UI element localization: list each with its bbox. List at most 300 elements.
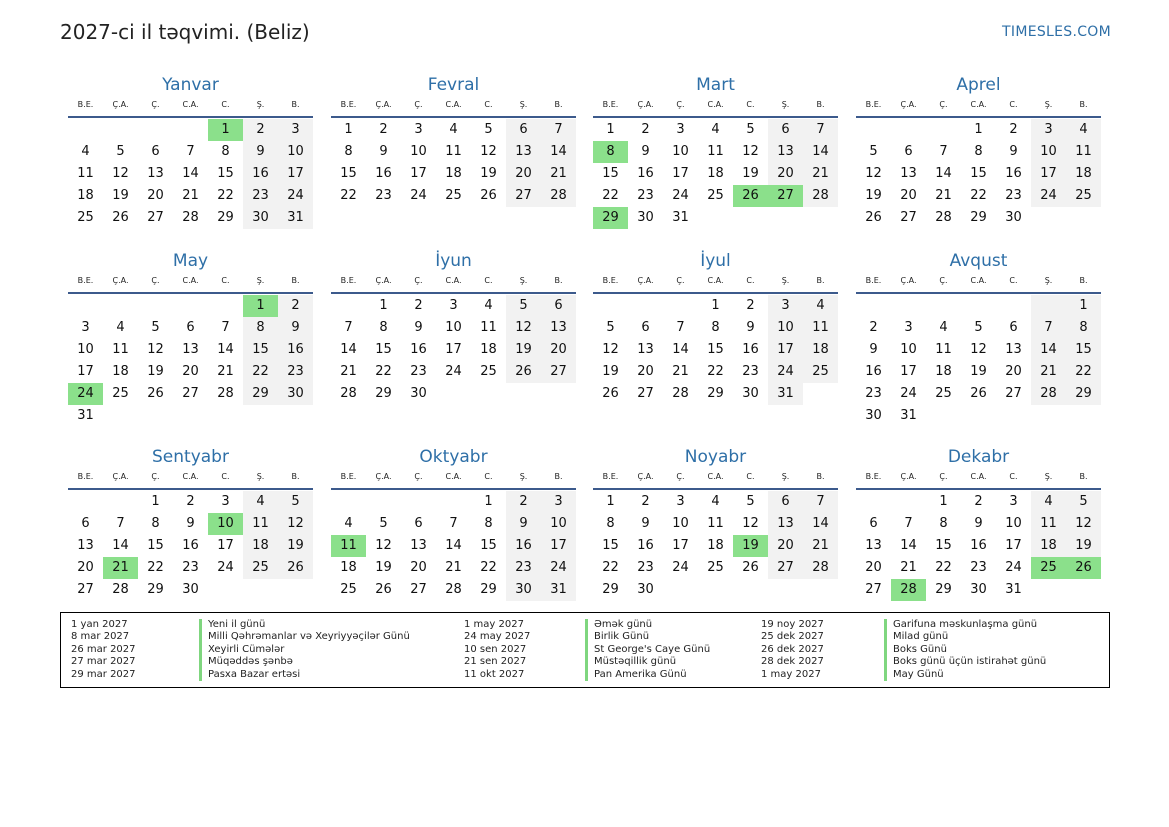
day-cell[interactable]: 26 (742, 560, 759, 575)
day-cell[interactable]: 21 (672, 364, 689, 379)
day-cell[interactable]: 18 (340, 560, 357, 575)
day-cell[interactable]: 19 (602, 364, 619, 379)
day-cell[interactable]: 4 (484, 298, 493, 313)
day-cell[interactable]: 8 (593, 141, 628, 163)
day-cell[interactable]: 3 (449, 298, 458, 313)
day-cell[interactable]: 2 (869, 320, 878, 335)
day-cell[interactable]: 13 (768, 513, 803, 535)
day-cell[interactable]: 2 (278, 295, 313, 317)
day-cell[interactable]: 26 (602, 386, 619, 401)
day-cell[interactable]: 18 (1031, 535, 1066, 557)
day-cell[interactable]: 1 (1066, 295, 1101, 317)
day-cell[interactable]: 25 (1031, 557, 1066, 579)
day-cell[interactable]: 4 (803, 295, 838, 317)
day-cell[interactable]: 3 (676, 122, 685, 137)
day-cell[interactable]: 24 (768, 361, 803, 383)
day-cell[interactable]: 16 (182, 538, 199, 553)
day-cell[interactable]: 1 (974, 122, 983, 137)
day-cell[interactable]: 19 (375, 560, 392, 575)
day-cell[interactable]: 23 (637, 188, 654, 203)
day-cell[interactable]: 13 (768, 141, 803, 163)
day-cell[interactable]: 16 (243, 163, 278, 185)
day-cell[interactable]: 14 (1031, 339, 1066, 361)
day-cell[interactable]: 11 (707, 144, 724, 159)
day-cell[interactable]: 26 (1066, 557, 1101, 579)
day-cell[interactable]: 28 (217, 386, 234, 401)
day-cell[interactable]: 30 (278, 383, 313, 405)
day-cell[interactable]: 4 (939, 320, 948, 335)
day-cell[interactable]: 15 (147, 538, 164, 553)
day-cell[interactable]: 8 (221, 144, 230, 159)
day-cell[interactable]: 13 (865, 538, 882, 553)
day-cell[interactable]: 29 (480, 582, 497, 597)
day-cell[interactable]: 28 (803, 557, 838, 579)
day-cell[interactable]: 18 (243, 535, 278, 557)
day-cell[interactable]: 2 (243, 119, 278, 141)
day-cell[interactable]: 31 (672, 210, 689, 225)
day-cell[interactable]: 15 (243, 339, 278, 361)
day-cell[interactable]: 31 (900, 408, 917, 423)
day-cell[interactable]: 7 (221, 320, 230, 335)
day-cell[interactable]: 28 (182, 210, 199, 225)
day-cell[interactable]: 12 (506, 317, 541, 339)
day-cell[interactable]: 25 (1066, 185, 1101, 207)
day-cell[interactable]: 28 (340, 386, 357, 401)
day-cell[interactable]: 24 (410, 188, 427, 203)
day-cell[interactable]: 21 (541, 163, 576, 185)
day-cell[interactable]: 3 (278, 119, 313, 141)
day-cell[interactable]: 14 (803, 141, 838, 163)
day-cell[interactable]: 12 (1066, 513, 1101, 535)
day-cell[interactable]: 28 (541, 185, 576, 207)
day-cell[interactable]: 16 (742, 342, 759, 357)
day-cell[interactable]: 2 (641, 122, 650, 137)
day-cell[interactable]: 9 (243, 141, 278, 163)
day-cell[interactable]: 12 (112, 166, 129, 181)
day-cell[interactable]: 9 (641, 144, 650, 159)
day-cell[interactable]: 14 (445, 538, 462, 553)
day-cell[interactable]: 19 (112, 188, 129, 203)
day-cell[interactable]: 6 (869, 516, 878, 531)
day-cell[interactable]: 8 (484, 516, 493, 531)
day-cell[interactable]: 21 (182, 188, 199, 203)
day-cell[interactable]: 19 (970, 364, 987, 379)
day-cell[interactable]: 5 (484, 122, 493, 137)
day-cell[interactable]: 27 (637, 386, 654, 401)
day-cell[interactable]: 4 (116, 320, 125, 335)
day-cell[interactable]: 21 (103, 557, 138, 579)
day-cell[interactable]: 2 (414, 298, 423, 313)
day-cell[interactable]: 6 (414, 516, 423, 531)
day-cell[interactable]: 29 (1066, 383, 1101, 405)
day-cell[interactable]: 13 (147, 166, 164, 181)
day-cell[interactable]: 5 (869, 144, 878, 159)
day-cell[interactable]: 1 (606, 122, 615, 137)
day-cell[interactable]: 12 (602, 342, 619, 357)
day-cell[interactable]: 11 (77, 166, 94, 181)
day-cell[interactable]: 17 (445, 342, 462, 357)
day-cell[interactable]: 12 (278, 513, 313, 535)
day-cell[interactable]: 10 (208, 513, 243, 535)
day-cell[interactable]: 17 (1031, 163, 1066, 185)
day-cell[interactable]: 29 (243, 383, 278, 405)
day-cell[interactable]: 8 (151, 516, 160, 531)
day-cell[interactable]: 6 (186, 320, 195, 335)
day-cell[interactable]: 17 (77, 364, 94, 379)
day-cell[interactable]: 2 (186, 494, 195, 509)
day-cell[interactable]: 4 (243, 491, 278, 513)
day-cell[interactable]: 25 (340, 582, 357, 597)
day-cell[interactable]: 9 (414, 320, 423, 335)
day-cell[interactable]: 3 (541, 491, 576, 513)
day-cell[interactable]: 19 (865, 188, 882, 203)
day-cell[interactable]: 20 (506, 163, 541, 185)
day-cell[interactable]: 12 (742, 516, 759, 531)
day-cell[interactable]: 22 (1066, 361, 1101, 383)
day-cell[interactable]: 28 (891, 579, 926, 601)
day-cell[interactable]: 11 (112, 342, 129, 357)
day-cell[interactable]: 7 (541, 119, 576, 141)
day-cell[interactable]: 25 (935, 386, 952, 401)
day-cell[interactable]: 30 (1005, 210, 1022, 225)
day-cell[interactable]: 9 (641, 516, 650, 531)
day-cell[interactable]: 7 (449, 516, 458, 531)
day-cell[interactable]: 20 (768, 163, 803, 185)
day-cell[interactable]: 20 (637, 364, 654, 379)
day-cell[interactable]: 18 (77, 188, 94, 203)
day-cell[interactable]: 8 (711, 320, 720, 335)
day-cell[interactable]: 21 (1031, 361, 1066, 383)
day-cell[interactable]: 8 (1066, 317, 1101, 339)
day-cell[interactable]: 10 (410, 144, 427, 159)
day-cell[interactable]: 30 (410, 386, 427, 401)
day-cell[interactable]: 11 (707, 516, 724, 531)
day-cell[interactable]: 31 (1005, 582, 1022, 597)
day-cell[interactable]: 2 (506, 491, 541, 513)
day-cell[interactable]: 4 (449, 122, 458, 137)
day-cell[interactable]: 28 (1031, 383, 1066, 405)
day-cell[interactable]: 17 (410, 166, 427, 181)
day-cell[interactable]: 18 (707, 538, 724, 553)
day-cell[interactable]: 7 (116, 516, 125, 531)
day-cell[interactable]: 24 (1031, 185, 1066, 207)
day-cell[interactable]: 10 (541, 513, 576, 535)
day-cell[interactable]: 16 (506, 535, 541, 557)
day-cell[interactable]: 2 (746, 298, 755, 313)
day-cell[interactable]: 19 (506, 339, 541, 361)
day-cell[interactable]: 2 (641, 494, 650, 509)
day-cell[interactable]: 6 (541, 295, 576, 317)
day-cell[interactable]: 3 (1031, 119, 1066, 141)
day-cell[interactable]: 26 (278, 557, 313, 579)
day-cell[interactable]: 16 (410, 342, 427, 357)
day-cell[interactable]: 20 (77, 560, 94, 575)
day-cell[interactable]: 12 (865, 166, 882, 181)
day-cell[interactable]: 1 (606, 494, 615, 509)
day-cell[interactable]: 6 (81, 516, 90, 531)
day-cell[interactable]: 3 (81, 320, 90, 335)
day-cell[interactable]: 27 (506, 185, 541, 207)
day-cell[interactable]: 25 (707, 560, 724, 575)
day-cell[interactable]: 15 (375, 342, 392, 357)
day-cell[interactable]: 16 (637, 538, 654, 553)
day-cell[interactable]: 28 (672, 386, 689, 401)
day-cell[interactable]: 26 (970, 386, 987, 401)
day-cell[interactable]: 13 (410, 538, 427, 553)
day-cell[interactable]: 17 (278, 163, 313, 185)
day-cell[interactable]: 10 (445, 320, 462, 335)
day-cell[interactable]: 23 (375, 188, 392, 203)
day-cell[interactable]: 18 (707, 166, 724, 181)
day-cell[interactable]: 18 (935, 364, 952, 379)
day-cell[interactable]: 22 (970, 188, 987, 203)
day-cell[interactable]: 10 (672, 516, 689, 531)
day-cell[interactable]: 16 (970, 538, 987, 553)
day-cell[interactable]: 28 (112, 582, 129, 597)
day-cell[interactable]: 30 (182, 582, 199, 597)
day-cell[interactable]: 7 (803, 119, 838, 141)
day-cell[interactable]: 27 (900, 210, 917, 225)
day-cell[interactable]: 10 (900, 342, 917, 357)
day-cell[interactable]: 6 (151, 144, 160, 159)
day-cell[interactable]: 27 (865, 582, 882, 597)
day-cell[interactable]: 23 (1005, 188, 1022, 203)
day-cell[interactable]: 23 (637, 560, 654, 575)
day-cell[interactable]: 6 (768, 119, 803, 141)
day-cell[interactable]: 23 (970, 560, 987, 575)
day-cell[interactable]: 19 (480, 166, 497, 181)
day-cell[interactable]: 22 (480, 560, 497, 575)
day-cell[interactable]: 31 (768, 383, 803, 405)
day-cell[interactable]: 5 (1066, 491, 1101, 513)
day-cell[interactable]: 22 (707, 364, 724, 379)
day-cell[interactable]: 28 (803, 185, 838, 207)
day-cell[interactable]: 11 (331, 535, 366, 557)
day-cell[interactable]: 4 (711, 494, 720, 509)
day-cell[interactable]: 21 (935, 188, 952, 203)
day-cell[interactable]: 1 (484, 494, 493, 509)
day-cell[interactable]: 1 (208, 119, 243, 141)
day-cell[interactable]: 5 (116, 144, 125, 159)
day-cell[interactable]: 14 (803, 513, 838, 535)
day-cell[interactable]: 19 (733, 535, 768, 557)
day-cell[interactable]: 24 (541, 557, 576, 579)
day-cell[interactable]: 14 (935, 166, 952, 181)
day-cell[interactable]: 23 (278, 361, 313, 383)
day-cell[interactable]: 17 (672, 166, 689, 181)
day-cell[interactable]: 27 (410, 582, 427, 597)
day-cell[interactable]: 9 (506, 513, 541, 535)
day-cell[interactable]: 22 (375, 364, 392, 379)
day-cell[interactable]: 9 (869, 342, 878, 357)
day-cell[interactable]: 23 (182, 560, 199, 575)
day-cell[interactable]: 30 (637, 210, 654, 225)
day-cell[interactable]: 3 (676, 494, 685, 509)
day-cell[interactable]: 30 (506, 579, 541, 601)
day-cell[interactable]: 26 (733, 185, 768, 207)
day-cell[interactable]: 21 (445, 560, 462, 575)
day-cell[interactable]: 14 (900, 538, 917, 553)
day-cell[interactable]: 28 (445, 582, 462, 597)
day-cell[interactable]: 18 (112, 364, 129, 379)
day-cell[interactable]: 3 (221, 494, 230, 509)
day-cell[interactable]: 24 (1005, 560, 1022, 575)
day-cell[interactable]: 16 (278, 339, 313, 361)
day-cell[interactable]: 5 (606, 320, 615, 335)
day-cell[interactable]: 15 (707, 342, 724, 357)
day-cell[interactable]: 27 (1005, 386, 1022, 401)
day-cell[interactable]: 15 (1066, 339, 1101, 361)
day-cell[interactable]: 20 (865, 560, 882, 575)
day-cell[interactable]: 24 (672, 560, 689, 575)
day-cell[interactable]: 5 (746, 494, 755, 509)
day-cell[interactable]: 24 (900, 386, 917, 401)
day-cell[interactable]: 9 (379, 144, 388, 159)
day-cell[interactable]: 11 (803, 317, 838, 339)
day-cell[interactable]: 29 (970, 210, 987, 225)
day-cell[interactable]: 27 (768, 185, 803, 207)
day-cell[interactable]: 23 (742, 364, 759, 379)
day-cell[interactable]: 6 (506, 119, 541, 141)
day-cell[interactable]: 7 (904, 516, 913, 531)
day-cell[interactable]: 5 (506, 295, 541, 317)
day-cell[interactable]: 15 (217, 166, 234, 181)
day-cell[interactable]: 18 (1066, 163, 1101, 185)
day-cell[interactable]: 1 (344, 122, 353, 137)
day-cell[interactable]: 14 (672, 342, 689, 357)
day-cell[interactable]: 12 (375, 538, 392, 553)
day-cell[interactable]: 18 (445, 166, 462, 181)
day-cell[interactable]: 22 (602, 188, 619, 203)
day-cell[interactable]: 20 (182, 364, 199, 379)
day-cell[interactable]: 27 (182, 386, 199, 401)
day-cell[interactable]: 5 (278, 491, 313, 513)
day-cell[interactable]: 4 (344, 516, 353, 531)
day-cell[interactable]: 4 (1066, 119, 1101, 141)
day-cell[interactable]: 25 (112, 386, 129, 401)
day-cell[interactable]: 23 (865, 386, 882, 401)
day-cell[interactable]: 10 (1005, 516, 1022, 531)
day-cell[interactable]: 26 (865, 210, 882, 225)
day-cell[interactable]: 11 (1066, 141, 1101, 163)
day-cell[interactable]: 29 (217, 210, 234, 225)
day-cell[interactable]: 23 (410, 364, 427, 379)
day-cell[interactable]: 10 (672, 144, 689, 159)
day-cell[interactable]: 24 (445, 364, 462, 379)
day-cell[interactable]: 3 (414, 122, 423, 137)
day-cell[interactable]: 5 (151, 320, 160, 335)
day-cell[interactable]: 25 (77, 210, 94, 225)
day-cell[interactable]: 30 (637, 582, 654, 597)
day-cell[interactable]: 30 (970, 582, 987, 597)
day-cell[interactable]: 1 (939, 494, 948, 509)
day-cell[interactable]: 15 (602, 538, 619, 553)
day-cell[interactable]: 30 (865, 408, 882, 423)
day-cell[interactable]: 4 (1031, 491, 1066, 513)
day-cell[interactable]: 24 (68, 383, 103, 405)
day-cell[interactable]: 13 (637, 342, 654, 357)
day-cell[interactable]: 20 (768, 535, 803, 557)
day-cell[interactable]: 9 (974, 516, 983, 531)
day-cell[interactable]: 7 (1031, 317, 1066, 339)
day-cell[interactable]: 8 (379, 320, 388, 335)
day-cell[interactable]: 21 (900, 560, 917, 575)
day-cell[interactable]: 12 (147, 342, 164, 357)
day-cell[interactable]: 8 (939, 516, 948, 531)
day-cell[interactable]: 17 (672, 538, 689, 553)
day-cell[interactable]: 17 (1005, 538, 1022, 553)
day-cell[interactable]: 2 (974, 494, 983, 509)
day-cell[interactable]: 23 (506, 557, 541, 579)
day-cell[interactable]: 22 (935, 560, 952, 575)
day-cell[interactable]: 15 (340, 166, 357, 181)
day-cell[interactable]: 9 (278, 317, 313, 339)
day-cell[interactable]: 27 (77, 582, 94, 597)
day-cell[interactable]: 20 (410, 560, 427, 575)
day-cell[interactable]: 29 (935, 582, 952, 597)
day-cell[interactable]: 5 (746, 122, 755, 137)
day-cell[interactable]: 4 (711, 122, 720, 137)
day-cell[interactable]: 17 (900, 364, 917, 379)
day-cell[interactable]: 5 (974, 320, 983, 335)
day-cell[interactable]: 29 (147, 582, 164, 597)
day-cell[interactable]: 10 (77, 342, 94, 357)
day-cell[interactable]: 7 (939, 144, 948, 159)
day-cell[interactable]: 26 (480, 188, 497, 203)
day-cell[interactable]: 13 (1005, 342, 1022, 357)
day-cell[interactable]: 27 (147, 210, 164, 225)
day-cell[interactable]: 15 (935, 538, 952, 553)
day-cell[interactable]: 27 (541, 361, 576, 383)
day-cell[interactable]: 6 (768, 491, 803, 513)
day-cell[interactable]: 7 (186, 144, 195, 159)
day-cell[interactable]: 20 (147, 188, 164, 203)
day-cell[interactable]: 15 (480, 538, 497, 553)
day-cell[interactable]: 22 (217, 188, 234, 203)
day-cell[interactable]: 11 (1031, 513, 1066, 535)
day-cell[interactable]: 22 (147, 560, 164, 575)
day-cell[interactable]: 22 (602, 560, 619, 575)
day-cell[interactable]: 8 (243, 317, 278, 339)
day-cell[interactable]: 15 (602, 166, 619, 181)
day-cell[interactable]: 12 (970, 342, 987, 357)
day-cell[interactable]: 31 (77, 408, 94, 423)
day-cell[interactable]: 10 (768, 317, 803, 339)
day-cell[interactable]: 1 (379, 298, 388, 313)
day-cell[interactable]: 14 (217, 342, 234, 357)
day-cell[interactable]: 11 (935, 342, 952, 357)
day-cell[interactable]: 16 (865, 364, 882, 379)
day-cell[interactable]: 7 (676, 320, 685, 335)
day-cell[interactable]: 14 (182, 166, 199, 181)
day-cell[interactable]: 3 (1009, 494, 1018, 509)
day-cell[interactable]: 22 (340, 188, 357, 203)
day-cell[interactable]: 25 (707, 188, 724, 203)
day-cell[interactable]: 24 (278, 185, 313, 207)
day-cell[interactable]: 29 (593, 207, 628, 229)
day-cell[interactable]: 24 (217, 560, 234, 575)
day-cell[interactable]: 11 (243, 513, 278, 535)
day-cell[interactable]: 25 (445, 188, 462, 203)
day-cell[interactable]: 21 (803, 535, 838, 557)
day-cell[interactable]: 14 (340, 342, 357, 357)
day-cell[interactable]: 20 (541, 339, 576, 361)
day-cell[interactable]: 9 (186, 516, 195, 531)
day-cell[interactable]: 3 (768, 295, 803, 317)
day-cell[interactable]: 4 (81, 144, 90, 159)
day-cell[interactable]: 12 (742, 144, 759, 159)
day-cell[interactable]: 19 (742, 166, 759, 181)
